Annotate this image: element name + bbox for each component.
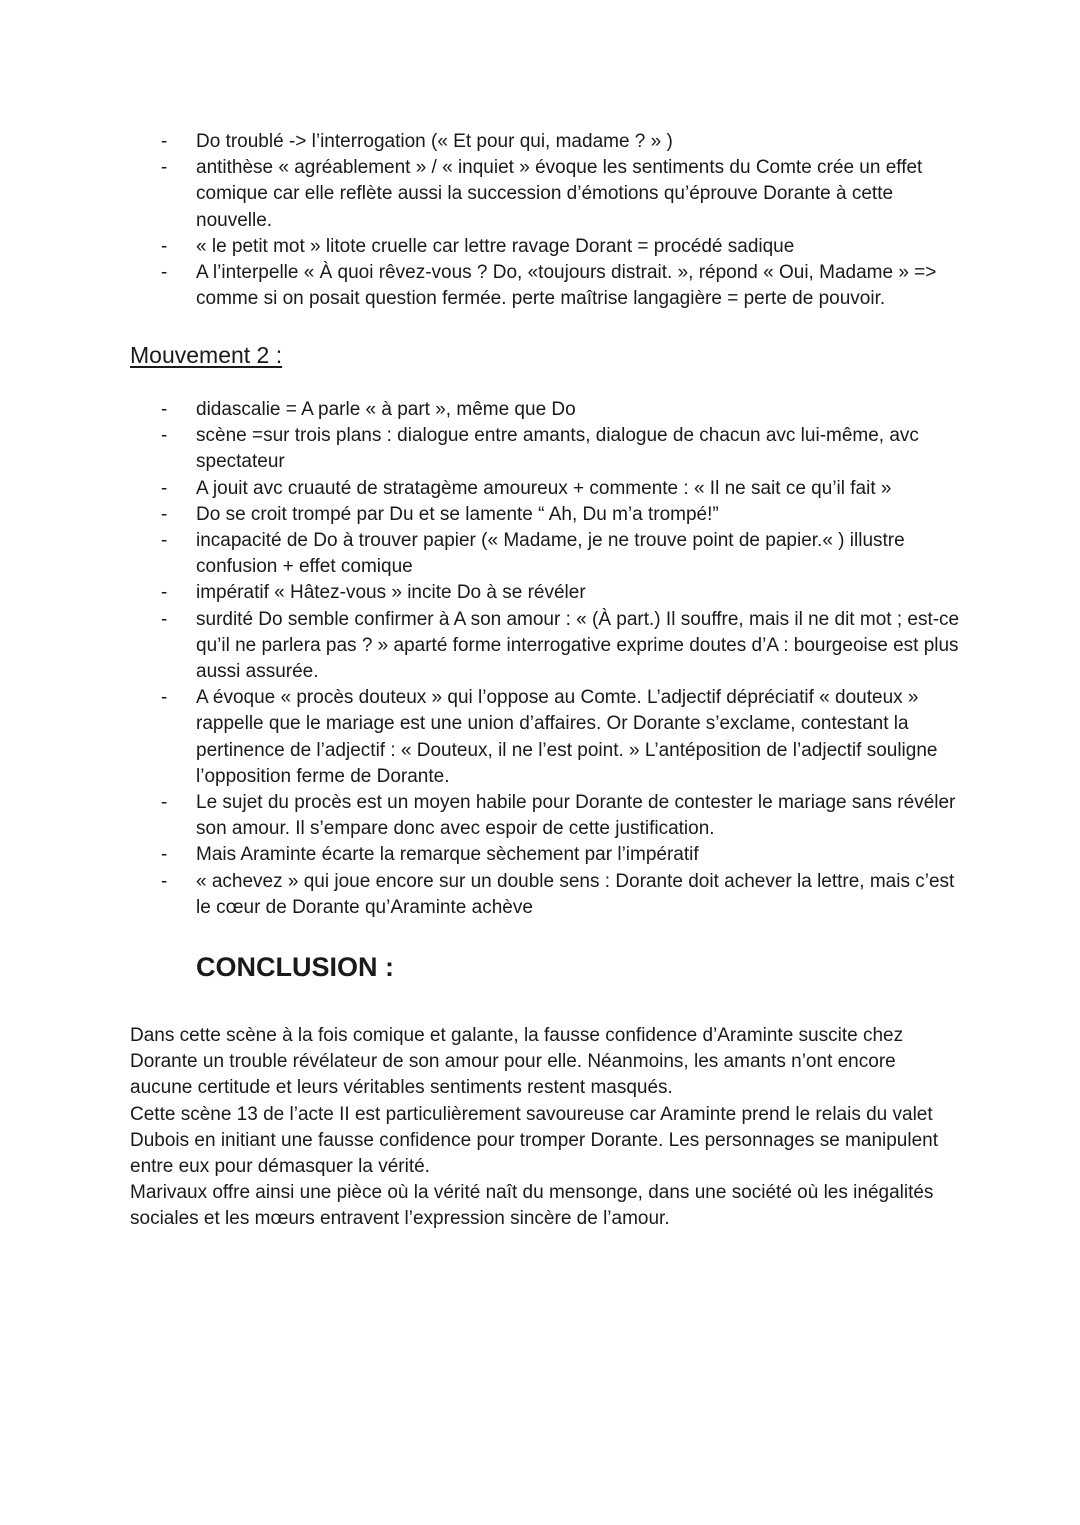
bullet-item: - incapacité de Do à trouver papier (« Madame, je ne trouve point de papier.« ) illustre confusion + effet comique bbox=[130, 528, 960, 580]
bullet-item: - A évoque « procès douteux » qui l’oppose au Comte. L’adjectif dépréciatif « douteux » rappelle que le mariage est une union d’affaires. Or Dorante s’exclame, contestant la pertinence de l’adjectif : « Douteux, il ne l’est point. » L’antéposition de l’adjectif souligne l’opposition ferme de Dorante. bbox=[130, 685, 960, 790]
bullet-item: - impératif « Hâtez-vous » incite Do à se révéler bbox=[130, 580, 960, 606]
movement-1-bullet-list bbox=[130, 129, 960, 312]
movement-2-heading: Mouvement 2 : bbox=[130, 342, 283, 368]
bullet-item: - A l’interpelle « À quoi rêvez-vous ? Do, «toujours distrait. », répond « Oui, Madame » => comme si on posait question fermée. perte maîtrise langagière = perte de pouvoir. bbox=[130, 260, 960, 312]
bullet-item: - Do se croit trompé par Du et se lamente “ Ah, Du m’a trompé!” bbox=[130, 502, 960, 528]
bullet-item: - scène =sur trois plans : dialogue entre amants, dialogue de chacun avc lui-même, avc spectateur bbox=[130, 423, 960, 475]
bullet-item: - antithèse « agréablement » / « inquiet » évoque les sentiments du Comte crée un effet comique car elle reflète aussi la succession d’émotions qu’éprouve Dorante à cette nouvelle. bbox=[130, 155, 960, 234]
conclusion-heading: CONCLUSION : bbox=[196, 952, 394, 982]
bullet-item: - « achevez » qui joue encore sur un double sens : Dorante doit achever la lettre, mais c’est le cœur de Dorante qu’Araminte achève bbox=[130, 869, 960, 921]
bullet-item: - didascalie = A parle « à part », même que Do bbox=[130, 397, 960, 423]
bullet-item: - A jouit avc cruauté de stratagème amoureux + commente : « Il ne sait ce qu’il fait » bbox=[130, 476, 960, 502]
bullet-item: - Le sujet du procès est un moyen habile pour Dorante de contester le mariage sans révéler son amour. Il s’empare donc avec espoir de cette justification. bbox=[130, 790, 960, 842]
bullet-item: - surdité Do semble confirmer à A son amour : « (À part.) Il souffre, mais il ne dit mot ; est-ce qu’il ne parlera pas ? » aparté forme interrogative exprime doutes d’A : bourgeoise est plus aussi assurée. bbox=[130, 607, 960, 686]
conclusion-body bbox=[130, 1023, 960, 1233]
conclusion-paragraph: Marivaux offre ainsi une pièce où la vérité naît du mensonge, dans une société où les inégalités sociales et les mœurs entravent l’expression sincère de l’amour. bbox=[130, 1182, 934, 1230]
movement-2-bullet-list bbox=[130, 397, 960, 921]
conclusion-paragraph: Cette scène 13 de l’acte II est particulièrement savoureuse car Araminte prend le relais du valet Dubois en initiant une fausse confidence pour tromper Dorante. Les personnages se manipulent entre eux pour démasquer la vérité. bbox=[130, 1103, 939, 1178]
bullet-item: - Do troublé -> l’interrogation (« Et pour qui, madame ? » ) bbox=[130, 129, 960, 155]
bullet-item: - « le petit mot » litote cruelle car lettre ravage Dorant = procédé sadique bbox=[130, 234, 960, 260]
bullet-item: - Mais Araminte écarte la remarque sèchement par l’impératif bbox=[130, 842, 960, 868]
conclusion-paragraph: Dans cette scène à la fois comique et galante, la fausse confidence d’Araminte suscite chez Dorante un trouble révélateur de son amour pour elle. Néanmoins, les amants n’ont encore aucune certitude et leurs véritables sentiments restent masqués. bbox=[130, 1025, 904, 1099]
